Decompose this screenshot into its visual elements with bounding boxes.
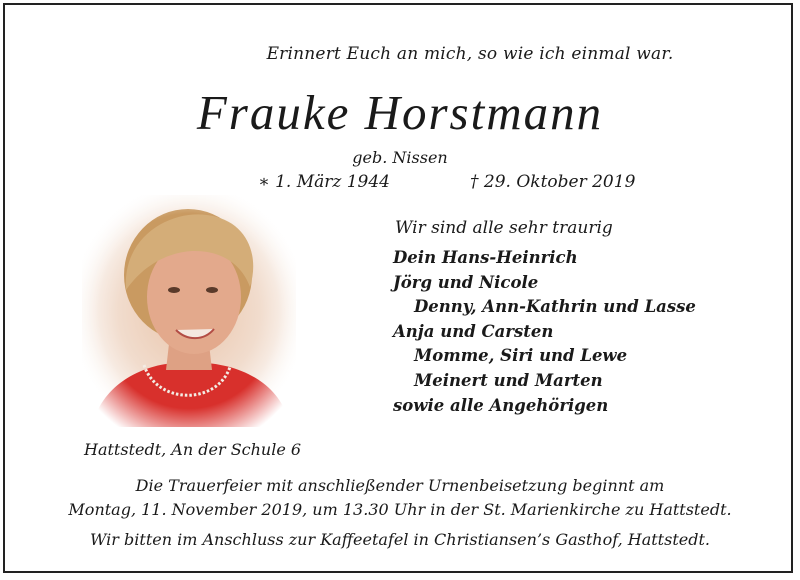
mourner-line: Momme, Siri und Lewe xyxy=(414,346,628,366)
service-closing: Wir bitten im Anschluss zur Kaffeetafel in Christiansen’s Gasthof, Hattstedt. xyxy=(90,530,710,549)
service-line: Montag, 11. November 2019, um 13.30 Uhr in der St. Marienkirche zu Hattstedt. xyxy=(68,500,732,519)
maiden-name: geb. Nissen xyxy=(352,148,448,167)
mourners-intro: Wir sind alle sehr traurig xyxy=(395,218,613,238)
death-date: † 29. Oktober 2019 xyxy=(470,172,636,192)
service-info xyxy=(0,474,800,552)
mourner-line: Denny, Ann-Kathrin und Lasse xyxy=(414,297,696,317)
birth-date: ∗ 1. März 1944 xyxy=(258,172,390,192)
mourners-list xyxy=(393,246,696,418)
mourner-line: Dein Hans-Heinrich xyxy=(393,248,578,267)
motto-quote: Erinnert Euch an mich, so wie ich einmal war. xyxy=(266,44,674,64)
deceased-name: Frauke Horstmann xyxy=(196,85,604,140)
portrait-photo xyxy=(82,195,296,427)
mourner-line: Jörg und Nicole xyxy=(393,272,539,292)
address: Hattstedt, An der Schule 6 xyxy=(84,440,302,459)
mourner-line: Meinert und Marten xyxy=(414,370,603,390)
service-line: Die Trauerfeier mit anschließender Urnenbeisetzung beginnt am xyxy=(135,476,665,495)
mourner-line: Anja und Carsten xyxy=(393,321,554,341)
mourner-line: sowie alle Angehörigen xyxy=(393,395,609,415)
